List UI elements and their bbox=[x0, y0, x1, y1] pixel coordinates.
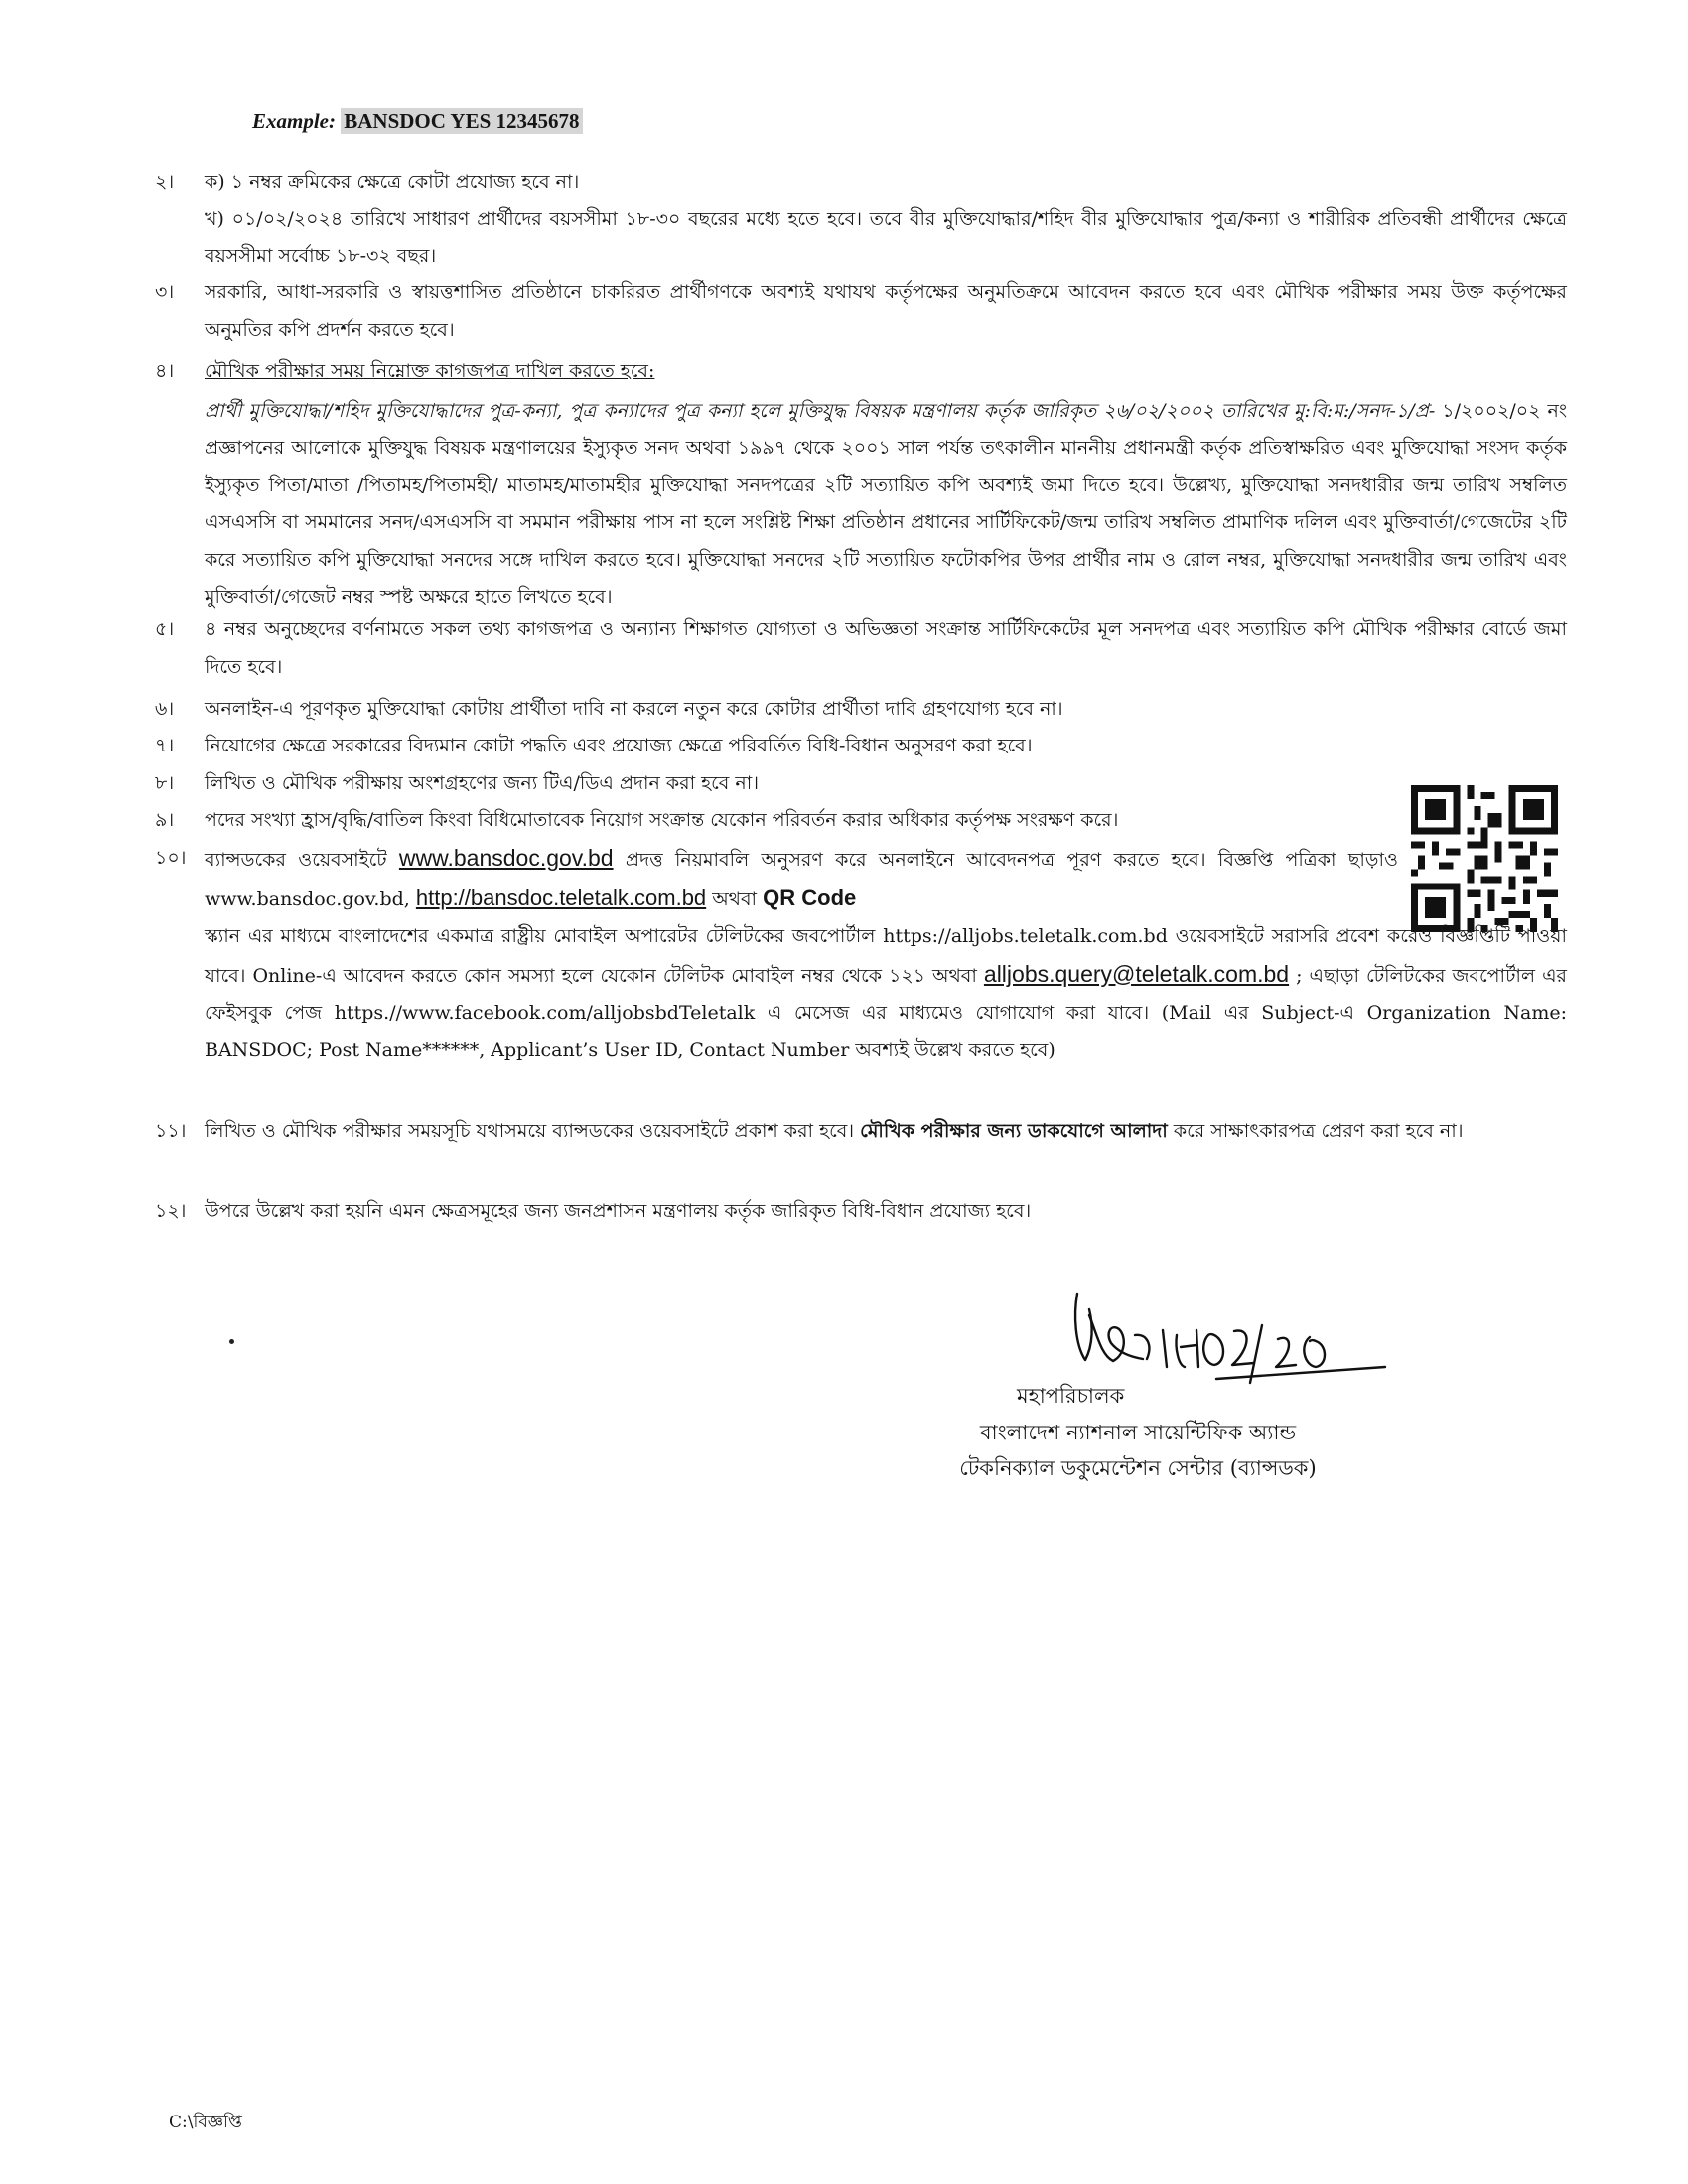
clause-10-text-5: ; এছাড়া টেলিটকের জবপোর্টাল এর ফেইসবুক পেজ https.//www.facebook.com/alljobsbdTeletalk এ মেসেজ এর মাধ্যমেও যোগাযোগ করা যাবে। (Mail এর Subject-এ Organization Name: BANSDOC; Post Name******, Applicant’s User ID, Contact Number অবশ্যই উল্লেখ করতে হবে) bbox=[205, 964, 1567, 1061]
clause-2 bbox=[155, 164, 1567, 276]
clause-12-text: উপরে উল্লেখ করা হয়নি এমন ক্ষেত্রসমূহের জন্য জনপ্রশাসন মন্ত্রণালয় কর্তৃক জারিকৃত বিধি-বিধান প্রযোজ্য হবে। bbox=[205, 1200, 1032, 1222]
teletalk-bansdoc-link[interactable]: http://bansdoc.teletalk.com.bd bbox=[415, 885, 707, 910]
clause-11-bold-text: মৌখিক পরীক্ষার জন্য ডাকযোগে আলাদা bbox=[860, 1120, 1168, 1142]
clause-number: ১১। bbox=[155, 1120, 187, 1142]
support-email-link[interactable]: alljobs.query@teletalk.com.bd bbox=[983, 960, 1290, 987]
clause-11-text-2: করে সাক্ষাৎকারপত্র প্রেরণ করা হবে না। bbox=[1173, 1120, 1464, 1142]
clause-number: ৫। bbox=[155, 618, 175, 640]
example-label: Example: bbox=[252, 109, 336, 133]
clause-11-text-1: লিখিত ও মৌখিক পরীক্ষার সময়সূচি যথাসময়ে ব্যান্সডকের ওয়েবসাইটে প্রকাশ করা হবে। bbox=[205, 1120, 855, 1142]
clause-9 bbox=[155, 802, 1396, 840]
clause-10 bbox=[155, 840, 1567, 1069]
org-name-line-2: টেকনিক্যাল ডকুমেন্টেশন সেন্টার (ব্যান্সডক) bbox=[959, 1456, 1317, 1480]
example-line bbox=[252, 109, 583, 134]
clause-8-text: লিখিত ও মৌখিক পরীক্ষায় অংশগ্রহণের জন্য টিএ/ডিএ প্রদান করা হবে না। bbox=[205, 772, 760, 794]
clause-3-text: সরকারি, আধা-সরকারি ও স্বায়ত্তশাসিত প্রতিষ্ঠানে চাকরিরত প্রার্থীগণকে অবশ্যই যথাযথ কর্তৃপক্ষের অনুমতিক্রমে আবেদন করতে হবে এবং মৌখিক পরীক্ষার সময় উক্ত কর্তৃপক্ষের অনুমতির কপি প্রদর্শন করতে হবে। bbox=[205, 281, 1567, 341]
clause-number: ৪। bbox=[155, 360, 175, 382]
clause-6 bbox=[155, 691, 1567, 729]
clause-3 bbox=[155, 274, 1567, 348]
clause-number: ৮। bbox=[155, 772, 175, 794]
clause-4-text: ১/২০০২/০২ নং প্রজ্ঞাপনের আলোকে মুক্তিযুদ্ধ বিষয়ক মন্ত্রণালয়ের ইস্যুকৃত সনদ অথবা ১৯৯৭ থেকে ২০০১ সাল পর্যন্ত তৎকালীন মাননীয় প্রধানমন্ত্রী কর্তৃক প্রতিস্বাক্ষরিত এবং মুক্তিযোদ্ধা সংসদ কর্তৃক ইস্যুকৃত পিতা/মাতা /পিতামহ/পিতামহী/ মাতামহ/মাতামহীর মুক্তিযোদ্ধা সনদপত্রের ২টি সত্যায়িত কপি অবশ্যই জমা দিতে হবে। উল্লেখ্য, মুক্তিযোদ্ধা সনদধারীর জন্ম তারিখ সম্বলিত এসএসসি বা সমমানের সনদ/এসএসসি বা সমমান পরীক্ষায় পাস না হলে সংশ্লিষ্ট শিক্ষা প্রতিষ্ঠান প্রধানের সার্টিফিকেট/জন্ম তারিখ সম্বলিত প্রামাণিক দলিল এবং মুক্তিবার্তা/গেজেটের ২টি করে সত্যায়িত কপি মুক্তিযোদ্ধা সনদের সঙ্গে দাখিল করতে হবে। মুক্তিযোদ্ধা সনদের ২টি সত্যায়িত ফটোকপির উপর প্রার্থীর নাম ও রোল নম্বর, মুক্তিযোদ্ধা সনদধারীর জন্ম তারিখ এবং মুক্তিবার্তা/গেজেট নম্বর স্পষ্ট অক্ষরে হাতে লিখতে হবে। bbox=[205, 399, 1567, 608]
clause-7 bbox=[155, 728, 1567, 765]
example-code: BANSDOC YES 12345678 bbox=[341, 108, 582, 134]
clause-number: ৯। bbox=[155, 809, 175, 831]
signatory-title: মহাপরিচালক bbox=[1017, 1384, 1125, 1408]
clause-4 bbox=[155, 353, 1567, 616]
clause-8 bbox=[155, 765, 1567, 803]
file-path-footer: C:\বিজ্ঞপ্তি bbox=[169, 2113, 242, 2132]
clause-5-text: ৪ নম্বর অনুচ্ছেদের বর্ণনামতে সকল তথ্য কাগজপত্র ও অন্যান্য শিক্ষাগত যোগ্যতা ও অভিজ্ঞতা সংক্রান্ত সার্টিফিকেটের মূল সনদপত্র এবং সত্যায়িত কপি মৌখিক পরীক্ষার বোর্ডে জমা দিতে হবে। bbox=[205, 618, 1567, 678]
clause-2-b: খ) ০১/০২/২০২৪ তারিখে সাধারণ প্রার্থীদের বয়সসীমা ১৮-৩০ বছরের মধ্যে হতে হবে। তবে বীর মুক্তিযোদ্ধার/শহিদ বীর মুক্তিযোদ্ধার পুত্র/কন্যা ও শারীরিক প্রতিবন্ধী প্রার্থীদের ক্ষেত্রে বয়সসীমা সর্বোচ্চ ১৮-৩২ বছর। bbox=[205, 207, 1567, 267]
clause-9-text: পদের সংখ্যা হ্রাস/বৃদ্ধি/বাতিল কিংবা বিধিমোতাবেক নিয়োগ সংক্রান্ত যেকোন পরিবর্তন করার অধিকার কর্তৃপক্ষ সংরক্ষণ করে। bbox=[205, 809, 1119, 831]
clause-2-a: ক) ১ নম্বর ক্রমিকের ক্ষেত্রে কোটা প্রযোজ্য হবে না। bbox=[205, 171, 580, 193]
clause-11 bbox=[155, 1113, 1567, 1151]
clause-number: ১২। bbox=[155, 1200, 187, 1222]
org-name-line-1: বাংলাদেশ ন্যাশনাল সায়েন্টিফিক অ্যান্ড bbox=[979, 1421, 1297, 1444]
clause-number: ২। bbox=[155, 171, 175, 193]
clause-number: ৭। bbox=[155, 735, 175, 756]
clause-7-text: নিয়োগের ক্ষেত্রে সরকারের বিদ্যমান কোটা পদ্ধতি এবং প্রযোজ্য ক্ষেত্রে পরিবর্তিত বিধি-বিধান অনুসরণ করা হবে। bbox=[205, 735, 1033, 756]
clause-10-text-3: অথবা bbox=[712, 887, 758, 910]
clause-number: ৬। bbox=[155, 698, 175, 720]
clause-10-text-1: ব্যান্সডকের ওয়েবসাইটে bbox=[205, 849, 387, 871]
clause-number: ৩। bbox=[155, 281, 175, 303]
clause-4-heading: মৌখিক পরীক্ষার সময় নিম্নোক্ত কাগজপত্র দাখিল করতে হবে: bbox=[205, 360, 655, 382]
clause-10-text-2: প্রদত্ত নিয়মাবলি অনুসরণ করে অনলাইনে আবেদনপত্র পূরণ করতে হবে। বিজ্ঞপ্তি পত্রিকা ছাড়াও www.bansdoc.gov.bd, bbox=[205, 849, 1398, 910]
clause-6-text: অনলাইন-এ পূরণকৃত মুক্তিযোদ্ধা কোটায় প্রার্থীতা দাবি না করলে নতুন করে কোটার প্রার্থীতা দাবি গ্রহণযোগ্য হবে না। bbox=[205, 698, 1063, 720]
clause-4-italic-text: প্রার্থী মুক্তিযোদ্ধা/শহিদ মুক্তিযোদ্ধাদের পুত্র-কন্যা, পুত্র কন্যাদের পুত্র কন্যা হলে মুক্তিযুদ্ধ বিষয়ক মন্ত্রণালয় কর্তৃক জারিকৃত ২৬/০২/২০০২ তারিখের মু:বি:ম:/সনদ-১/প্র- bbox=[205, 399, 1436, 422]
clause-12 bbox=[155, 1193, 1567, 1231]
bansdoc-website-link[interactable]: www.bansdoc.gov.bd bbox=[398, 845, 614, 871]
clause-10-text-4: স্ক্যান এর মাধ্যমে বাংলাদেশের একমাত্র রাষ্ট্রীয় মোবাইল অপারেটর টেলিটকের জবপোর্টাল https://alljobs.teletalk.com.bd ওয়েবসাইটে সরাসরি প্রবেশ করেও বিজ্ঞপ্তিটি পাওয়া যাবে। Online-এ আবেদন করতে কোন সমস্যা হলে যেকোন টেলিটক মোবাইল নম্বর থেকে ১২১ অথবা bbox=[205, 925, 1567, 987]
qr-code-label: QR Code bbox=[763, 885, 857, 910]
clause-number: ১০। bbox=[155, 847, 187, 869]
stray-mark bbox=[229, 1339, 234, 1344]
clause-5 bbox=[155, 612, 1567, 686]
